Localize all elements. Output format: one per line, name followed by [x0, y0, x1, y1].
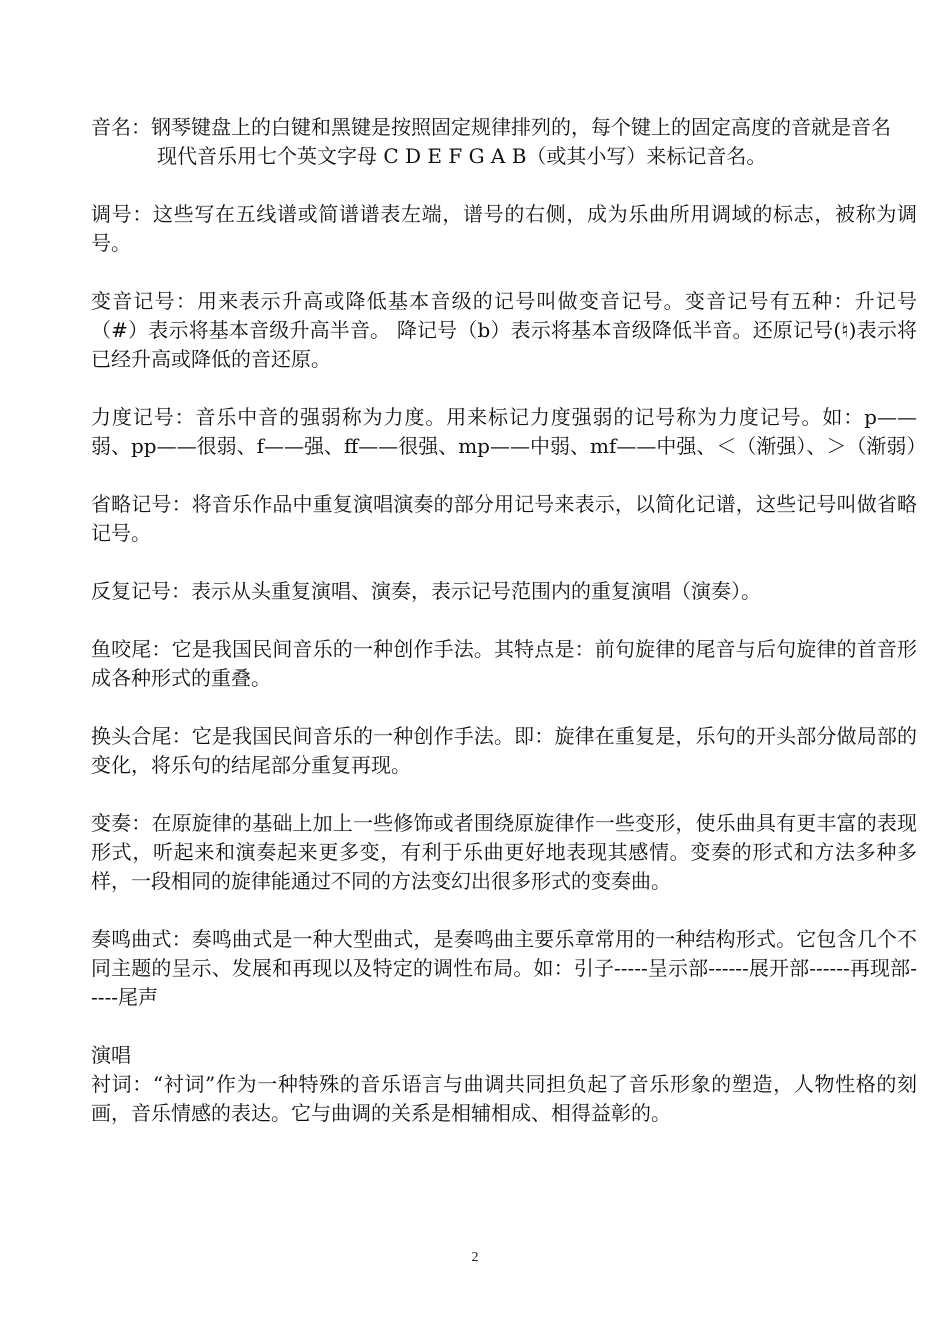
- paragraph-head-change-tail-merge: 换头合尾：它是我国民间音乐的一种创作手法。即：旋律在重复是，乐句的开头部分做局部的变化，将乐句的结尾部分重复再现。: [91, 724, 917, 777]
- document-body: [91, 113, 927, 1128]
- paragraph-pitch-letters: 现代音乐用七个英文字母 C D E F G A B（或其小写）来标记音名。: [157, 144, 767, 168]
- paragraph-key-signature: 调号：这些写在五线谱或简谱谱表左端，谱号的右侧，成为乐曲所用调域的标志，被称为调号。: [91, 202, 917, 255]
- paragraph-abbreviation-marks: 省略记号：将音乐作品中重复演唱演奏的部分用记号来表示，以简化记谱，这些记号叫做省略记号。: [91, 492, 917, 545]
- paragraph-filler-words: 衬词：“衬词”作为一种特殊的音乐语言与曲调共同担负起了音乐形象的塑造，人物性格的刻画，音乐情感的表达。它与曲调的关系是相辅相成、相得益彰的。: [91, 1072, 917, 1125]
- section-heading-singing: 演唱: [91, 1043, 131, 1067]
- paragraph-pitch-name: 音名：钢琴键盘上的白键和黑键是按照固定规律排列的，每个键上的固定高度的音就是音名: [91, 115, 891, 139]
- paragraph-accidentals: 变音记号：用来表示升高或降低基本音级的记号叫做变音记号。变音记号有五种：升记号（#）表示将基本音级升高半音。 降记号（b）表示将基本音级降低半音。还原记号(♮)表示将已经升高或降低的音还原。: [91, 289, 917, 371]
- paragraph-repeat-marks: 反复记号：表示从头重复演唱、演奏，表示记号范围内的重复演唱（演奏）。: [91, 579, 761, 603]
- paragraph-variation: 变奏：在原旋律的基础上加上一些修饰或者围绕原旋律作一些变形，使乐曲具有更丰富的表现形式，听起来和演奏起来更多变，有利于乐曲更好地表现其感情。变奏的形式和方法多种多样，一段相同的旋律能通过不同的方法变幻出很多形式的变奏曲。: [91, 811, 917, 893]
- paragraph-fish-bites-tail: 鱼咬尾：它是我国民间音乐的一种创作手法。其特点是：前句旋律的尾音与后句旋律的首音形成各种形式的重叠。: [91, 637, 917, 690]
- paragraph-sonata-form: 奏鸣曲式：奏鸣曲式是一种大型曲式，是奏鸣曲主要乐章常用的一种结构形式。它包含几个不同主题的呈示、发展和再现以及特定的调性布局。如：引子-----呈示部------展开部------再现部-----尾声: [91, 927, 917, 1009]
- paragraph-dynamics: 力度记号：音乐中音的强弱称为力度。用来标记力度强弱的记号称为力度记号。如：p——弱、pp——很弱、f——强、ff——很强、mp——中弱、mf——中强、＜（渐强）、＞（渐弱）: [91, 405, 927, 458]
- page-number: 2: [471, 1250, 479, 1265]
